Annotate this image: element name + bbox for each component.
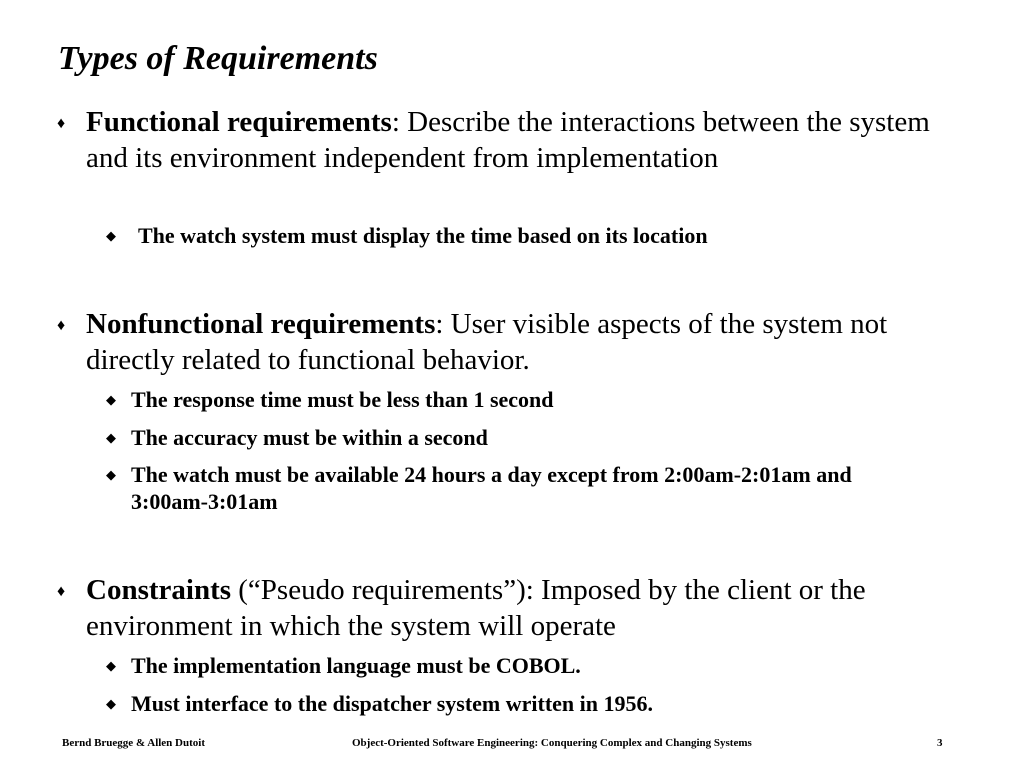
sub-diamond-bullet-icon: ◆: [106, 430, 116, 445]
sub-bullet-cobol: The implementation language must be COBOL.: [131, 653, 581, 678]
bullet-text: (“Pseudo requirements”): Imposed by the client or the environment in which the system will operate: [86, 574, 866, 642]
bullet-nonfunctional-requirements: [86, 306, 946, 378]
sub-diamond-bullet-icon: ◆: [106, 228, 116, 243]
footer-page-number: 3: [937, 737, 943, 749]
slide-title: Types of Requirements: [58, 40, 378, 77]
sub-bullet-location-display: The watch system must display the time based on its location: [138, 223, 708, 248]
diamond-bullet-icon: ♦: [57, 115, 66, 132]
sub-bullet-accuracy: The accuracy must be within a second: [131, 425, 488, 450]
sub-diamond-bullet-icon: ◆: [106, 467, 116, 482]
sub-diamond-bullet-icon: ◆: [106, 392, 116, 407]
sub-bullet-availability: The watch must be available 24 hours a day except from 2:00am-2:01am and 3:00am-3:01am: [131, 462, 852, 514]
footer-book-title: Object-Oriented Software Engineering: Conquering Complex and Changing Systems: [352, 737, 752, 749]
sub-bullet-response-time: The response time must be less than 1 second: [131, 387, 554, 412]
bullet-text: : Describe the interactions between the system and its environment independent from implementation: [86, 106, 930, 174]
sub-diamond-bullet-icon: ◆: [106, 658, 116, 673]
bullet-constraints: [86, 572, 966, 644]
sub-diamond-bullet-icon: ◆: [106, 696, 116, 711]
diamond-bullet-icon: ♦: [57, 317, 66, 334]
footer-authors: Bernd Bruegge & Allen Dutoit: [62, 737, 205, 749]
bullet-heading: Functional requirements: [86, 106, 392, 138]
diamond-bullet-icon: ♦: [57, 583, 66, 600]
bullet-heading: Constraints: [86, 574, 232, 606]
bullet-heading: Nonfunctional requirements: [86, 308, 436, 340]
bullet-functional-requirements: [86, 104, 946, 176]
bullet-text: : User visible aspects of the system not directly related to functional behavior.: [86, 308, 888, 376]
sub-bullet-dispatcher: Must interface to the dispatcher system written in 1956.: [131, 691, 654, 716]
